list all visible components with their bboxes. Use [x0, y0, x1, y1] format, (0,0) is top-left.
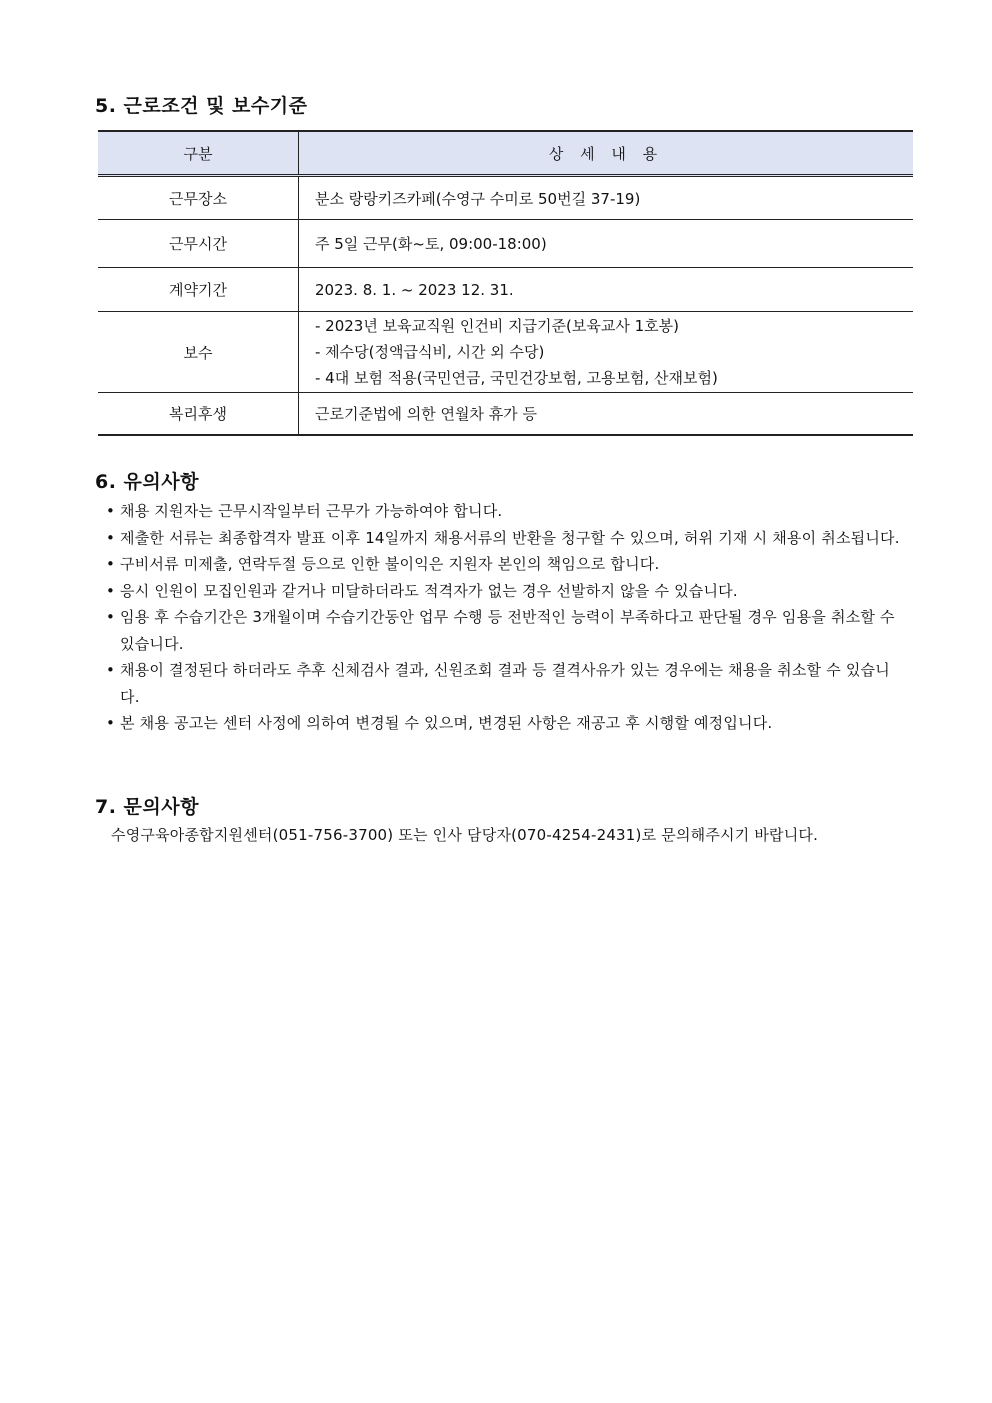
bullet-icon: • — [106, 528, 116, 547]
header-category: 구분 — [98, 131, 299, 176]
working-conditions-table — [98, 130, 913, 436]
bullet-icon: • — [106, 555, 116, 573]
detail-line: - 4대 보험 적용(국민연금, 국민건강보험, 고용보험, 산재보험) — [315, 369, 718, 387]
list-item — [104, 498, 904, 525]
detail-line: - 2023년 보육교직원 인건비 지급기준(보육교사 1호봉) — [315, 317, 679, 335]
bullet-icon: • — [106, 502, 116, 520]
notice-text: 채용이 결정된다 하더라도 추후 신체검사 결과, 신원조회 결과 등 결격사유가 있는 경우에는 채용을 취소할 수 있습니다. — [120, 661, 890, 706]
bullet-icon: • — [106, 608, 116, 626]
row-label: 근무장소 — [98, 176, 299, 220]
notice-list — [104, 498, 904, 737]
row-detail: 2023. 8. 1. ~ 2023 12. 31. — [299, 268, 914, 312]
section-7-title: 7. 문의사항 — [95, 796, 199, 818]
list-item — [104, 578, 904, 605]
notice-text: 제출한 서류는 최종합격자 발표 이후 14일까지 채용서류의 반환을 청구할 수 있으며, 허위 기재 시 채용이 취소됩니다. — [120, 528, 900, 547]
notice-text: 본 채용 공고는 센터 사정에 의하여 변경될 수 있으며, 변경된 사항은 재공고 후 시행할 예정입니다. — [120, 714, 773, 732]
list-item — [104, 551, 904, 578]
table-row — [98, 393, 913, 436]
row-label: 계약기간 — [98, 268, 299, 312]
row-detail: 근로기준법에 의한 연월차 휴가 등 — [299, 393, 914, 436]
table-header-row — [98, 131, 913, 176]
notice-text: 응시 인원이 모집인원과 같거나 미달하더라도 적격자가 없는 경우 선발하지 않을 수 있습니다. — [120, 581, 738, 600]
table-row — [98, 268, 913, 312]
row-label: 보수 — [98, 312, 299, 393]
table-row — [98, 220, 913, 268]
notice-text: 구비서류 미제출, 연락두절 등으로 인한 불이익은 지원자 본인의 책임으로 합니다. — [120, 555, 660, 573]
row-detail: 주 5일 근무(화~토, 09:00-18:00) — [299, 220, 914, 268]
bullet-icon: • — [106, 714, 116, 732]
table-row — [98, 176, 913, 220]
list-item — [104, 710, 904, 737]
table-row — [98, 312, 913, 393]
row-label: 근무시간 — [98, 220, 299, 268]
row-label: 복리후생 — [98, 393, 299, 436]
section-6-title: 6. 유의사항 — [95, 471, 199, 493]
list-item — [104, 604, 904, 657]
list-item — [104, 525, 904, 552]
row-detail — [299, 312, 914, 393]
notice-text: 임용 후 수습기간은 3개월이며 수습기간동안 업무 수행 등 전반적인 능력이 부족하다고 판단될 경우 임용을 취소할 수 있습니다. — [120, 608, 895, 653]
header-detail: 상 세 내 용 — [299, 131, 914, 176]
bullet-icon: • — [106, 581, 116, 600]
row-detail: 분소 랑랑키즈카페(수영구 수미로 50번길 37-19) — [299, 176, 914, 220]
notice-text: 채용 지원자는 근무시작일부터 근무가 가능하여야 합니다. — [120, 502, 503, 520]
section-5-title: 5. 근로조건 및 보수기준 — [95, 95, 308, 117]
list-item — [104, 657, 904, 710]
contact-text: 수영구육아종합지원센터(051-756-3700) 또는 인사 담당자(070-4254-2431)로 문의해주시기 바랍니다. — [111, 826, 819, 844]
detail-line: - 제수당(정액급식비, 시간 외 수당) — [315, 343, 545, 361]
bullet-icon: • — [106, 661, 116, 679]
